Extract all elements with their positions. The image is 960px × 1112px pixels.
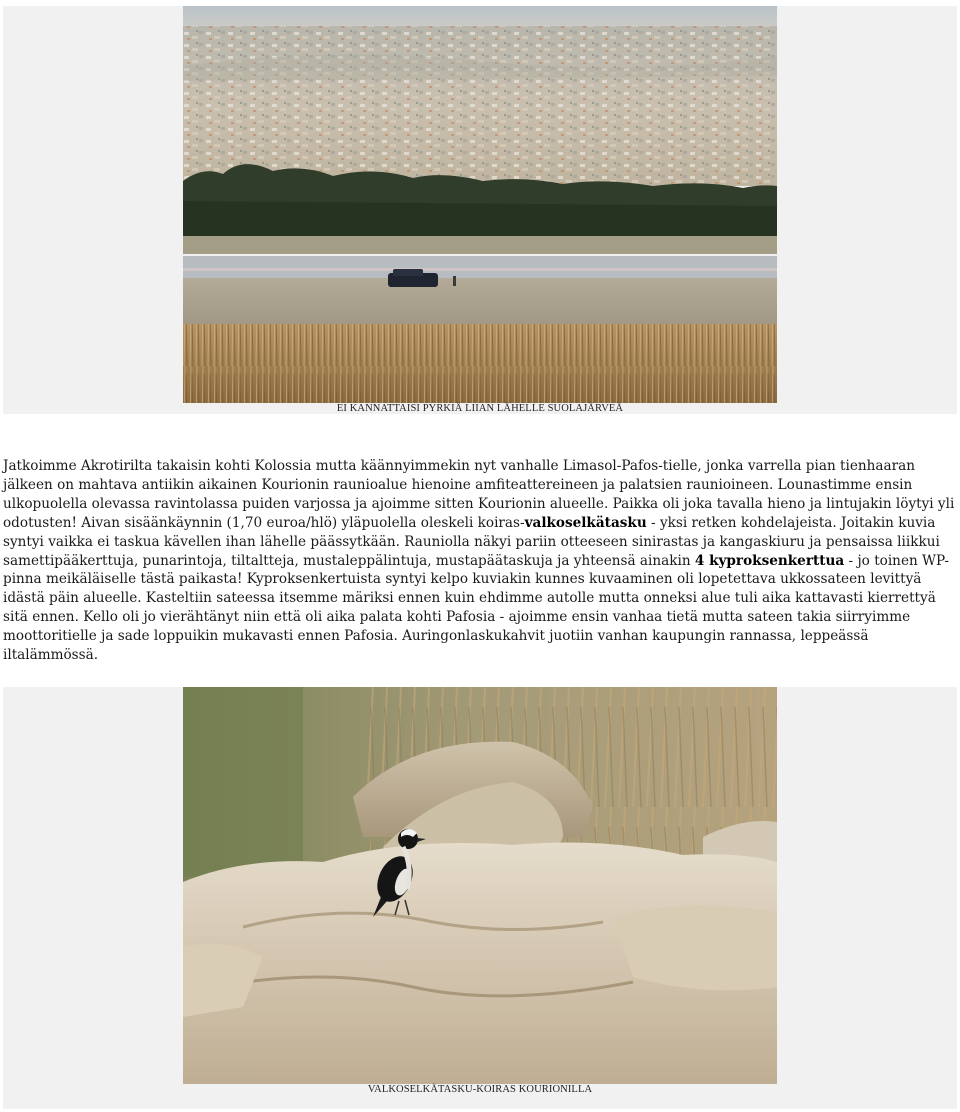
figure-caption: EI KANNATTAISI PYRKIÄ LIIAN LÄHELLE SUOLAJÄRVEÄ (336, 403, 624, 414)
article-bold-count: 4 kyproksenkerttua (694, 552, 845, 569)
article-text-1: Jatkoimme Akrotirilta takaisin kohti Kolossia mutta käännyimmekin nyt vanhalle Limasol-Pafos-tielle, jonka varrella pian tienhaaran jälkeen on mahtava antiikin aikainen Kourionin raunioalue hienoine amfiteattereineen ja palatsien raunioineen. Lounastimme ensin ulkopuolella olevassa ravintolassa puiden varjossa ja ajoimme sitten Kourionin alueelle. Paikka oli joka tavalla hieno ja lintujakin löytyi yli odotusten! Aivan sisäänkäynnin (1,70 euroa/hlö) yläpuolella oleskeli koiras- (3, 458, 955, 531)
article-paragraph (3, 457, 957, 665)
lake-landscape-image (183, 6, 777, 403)
article-text-3: - jo toinen WP-pinna meikäläiselle tästä paikasta! Kyproksenkertuista syntyi kelpo kuviakin kunnes kuvaaminen oli lopetettava ukkossateen levittyä idästä päin alueelle. Kasteltiin sateessa itsemme märiksi ennen kuin ehdimme autolle mutta onneksi alue tuli aika kattavasti kierrettyä sitä ennen. Kello oli jo vierähtänyt niin että oli aika palata kohti Pafosia - ajoimme ensin vanhaa tietä mutta sateen takia siirryimme moottoritielle ja sade loppuikin mukavasti ennen Pafosia. Auringonlaskukahvit juotiin vanhan kaupungin rannassa, leppeässä iltalämmössä. (3, 552, 950, 664)
lake-landscape-photo (183, 6, 777, 403)
bird-on-rock-photo (183, 687, 777, 1084)
bird-on-rock-image (183, 687, 777, 1084)
article-text-2: - yksi retken kohdelajeista. Joitakin kuvia syntyi vaikka ei taskua kävellen ihan lähelle päässytkään. Rauniolla näkyi pariin otteeseen sinirastas ja kangaskiuru ja pensaissa liikkui samettipääkerttuja, punarintoja, tiltaltteja, mustaleppälintuja, mustapäätaskuja ja yhteensä ainakin (3, 514, 940, 569)
figure-lake (3, 6, 957, 414)
figure-bird (3, 687, 957, 1109)
article-bold-species: valkoselkätasku (524, 514, 647, 531)
figure-caption: VALKOSELKÄTASKU-KOIRAS KOURIONILLA (367, 1084, 593, 1095)
